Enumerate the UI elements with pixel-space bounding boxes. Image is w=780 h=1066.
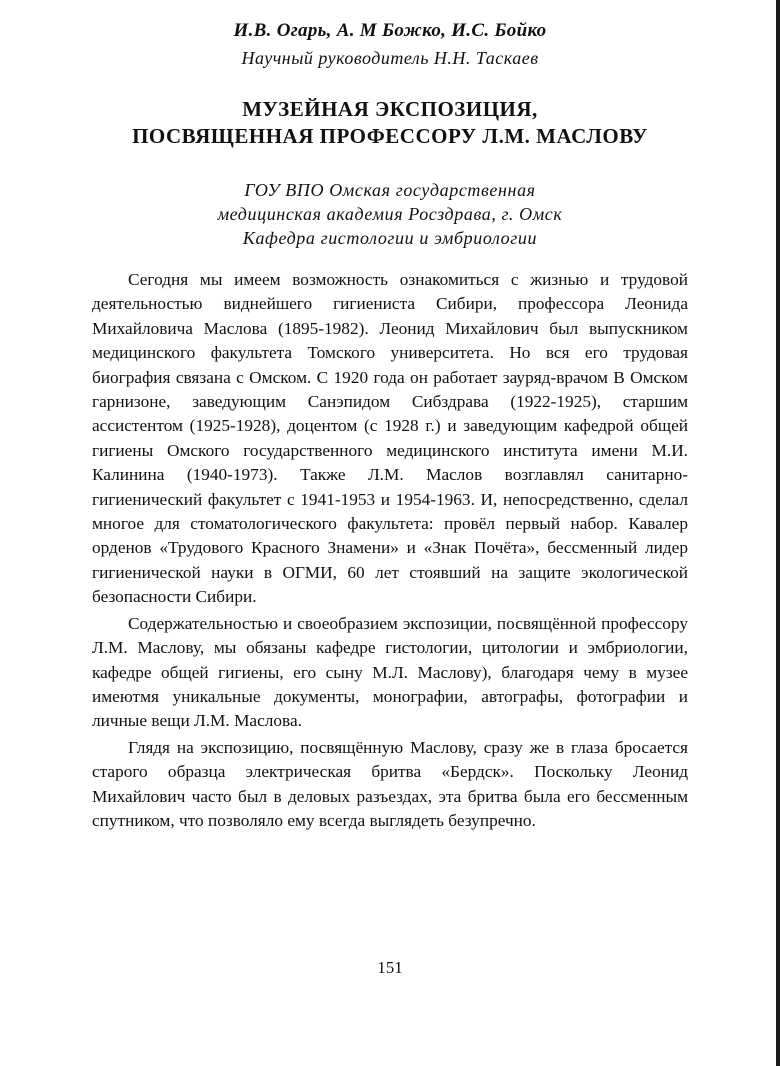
affiliation-line-3: Кафедра гистологии и эмбриологии xyxy=(242,228,538,248)
scan-edge xyxy=(776,0,780,1066)
page-number: 151 xyxy=(377,958,403,977)
authors: И.В. Огарь, А. М Божко, И.С. Бойко xyxy=(233,20,547,41)
supervisor: Научный руководитель Н.Н. Таскаев xyxy=(241,48,539,68)
article-title xyxy=(0,96,780,150)
title-line-2: ПОСВЯЩЕННАЯ ПРОФЕССОРУ Л.М. МАСЛОВУ xyxy=(132,124,648,148)
paragraph-2: Содержательностью и своеобразием экспозиции, посвящённой профессору Л.М. Маслову, мы обязаны кафедре гистологии, цитологии и эмбриологии, кафедре общей гигиены, его сыну М.Л. Маслову), благодаря чему в музее имеютмя уникальные документы, монографии, автографы, фотографии и личные вещи Л.М. Маслова. xyxy=(92,613,688,731)
paragraph-3: Глядя на экспозицию, посвящённую Маслову, сразу же в глаза бросается старого образца электрическая бритва «Бердск». Поскольку Леонид Михайлович часто был в деловых разъездах, эта бритва была его бессменным спутником, что позволяло ему всегда выглядеть безупречно. xyxy=(92,737,688,830)
title-line-1: МУЗЕЙНАЯ ЭКСПОЗИЦИЯ, xyxy=(242,97,538,121)
article-body xyxy=(92,268,688,833)
affiliation-line-2: медицинская академия Росздрава, г. Омск xyxy=(217,204,563,224)
affiliation xyxy=(0,178,780,250)
affiliation-line-1: ГОУ ВПО Омская государственная xyxy=(244,180,536,200)
paragraph-1: Сегодня мы имеем возможность ознакомиться с жизнью и трудовой деятельностью виднейшего гигиениста Сибири, профессора Леонида Михайловича Маслова (1895-1982). Леонид Михайлович был выпускником медицинского факультета Томского университета. Но вся его трудовая биография связана с Омском. С 1920 года он работает зауряд-врачом В Омском гарнизоне, заведующим Санэпидом Сибздрава (1922-1925), старшим ассистентом (1925-1928), доцентом (с 1928 г.) и заведующим кафедрой общей гигиены Омского государственного медицинского института имени М.И. Калинина (1940-1973). Также Л.М. Маслов возглавлял санитарно-гигиенический факультет с 1941-1953 и 1954-1963. И, непосредственно, сделал многое для стоматологического факультета: провёл первый набор. Кавалер орденов «Трудового Красного Знамени» и «Знак Почёта», бессменный лидер гигиенической науки в ОГМИ, 60 лет стоявший на защите экологической безопасности Сибири. xyxy=(92,270,688,607)
